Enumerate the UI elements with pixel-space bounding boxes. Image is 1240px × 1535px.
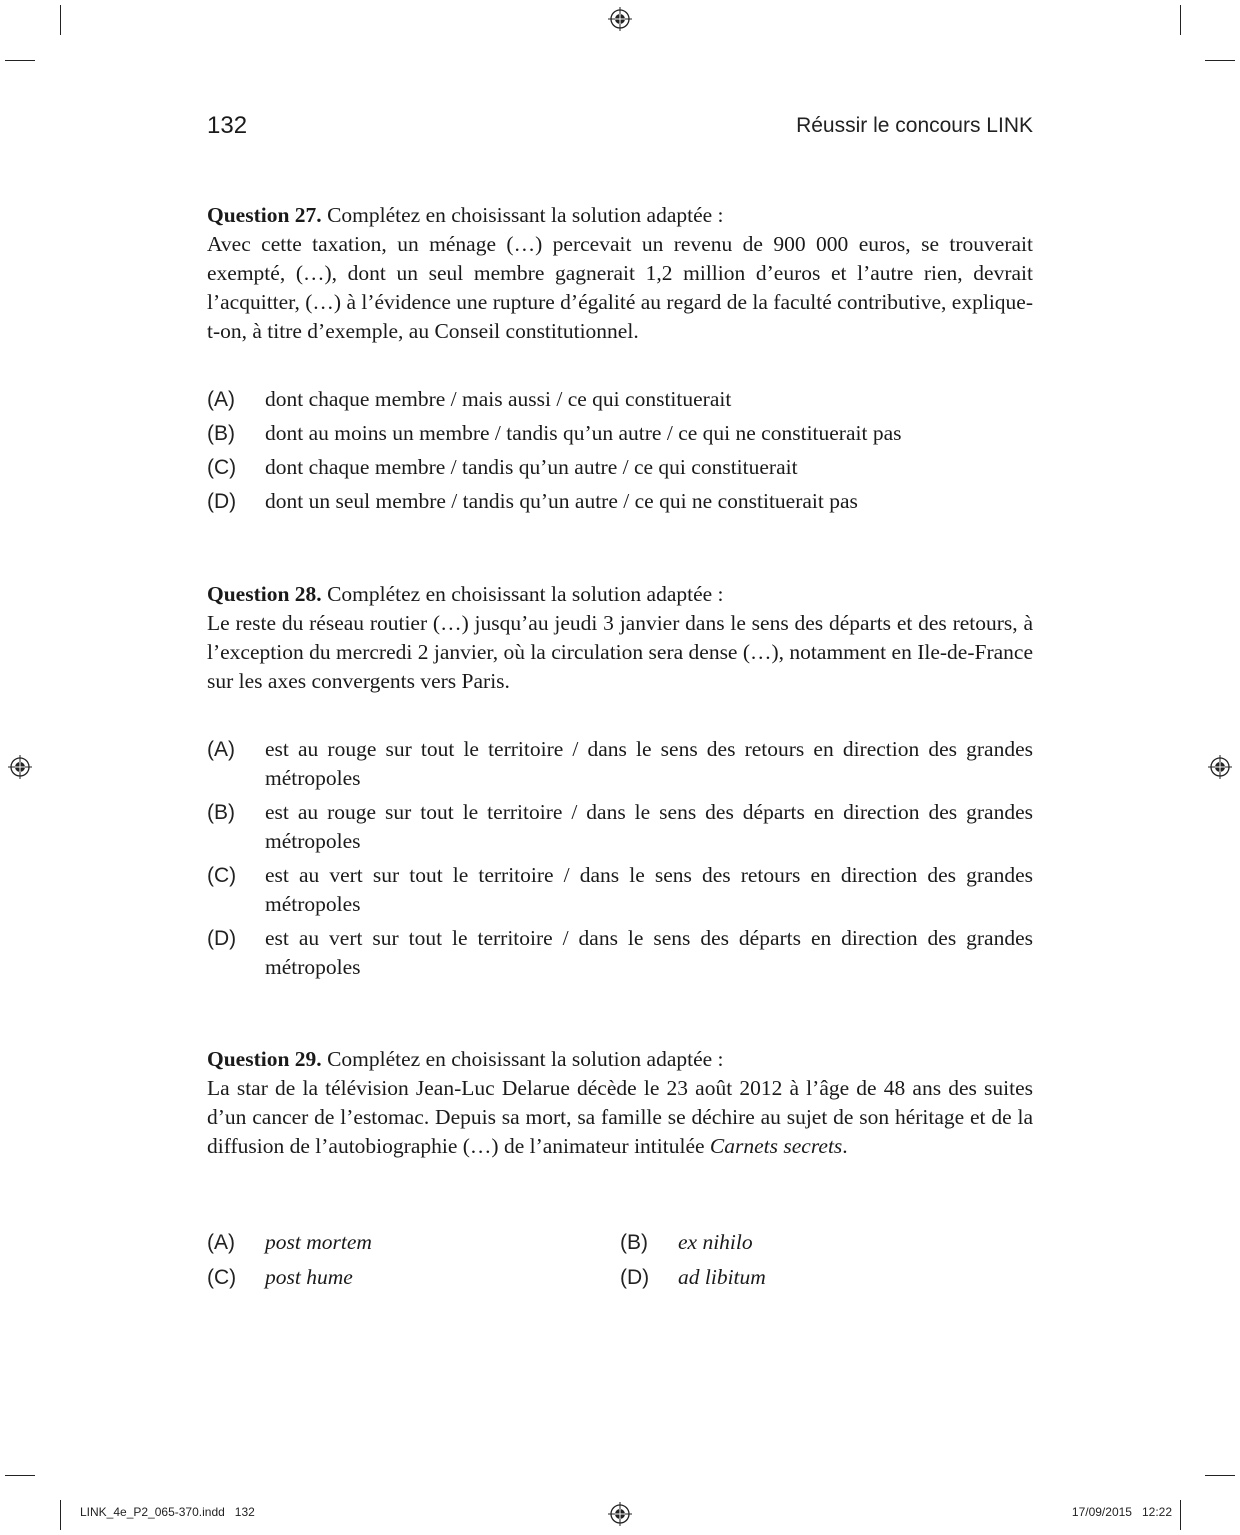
- question-heading: [207, 1045, 1033, 1074]
- option-text: dont un seul membre / tandis qu’un autre / ce qui ne constituerait pas: [265, 489, 858, 513]
- options-q27: [207, 385, 1033, 521]
- question-label: Question 29.: [207, 1047, 322, 1071]
- option-letter: (A): [207, 738, 235, 761]
- crop-mark: [1180, 1500, 1181, 1530]
- option-text: est au vert sur tout le territoire / dans le sens des retours en direction des grandes métropoles: [265, 863, 1033, 916]
- question-28: [207, 580, 1033, 696]
- option-letter: (C): [207, 456, 237, 479]
- option-letter: (A): [207, 1231, 235, 1254]
- option-a[interactable]: [207, 1228, 620, 1257]
- option-text: dont au moins un membre / tandis qu’un autre / ce qui ne constituerait pas: [265, 421, 902, 445]
- option-letter: (C): [207, 1266, 237, 1289]
- question-27: [207, 201, 1033, 346]
- question-text: [207, 1074, 1033, 1161]
- option-letter: (C): [207, 864, 237, 887]
- option-c[interactable]: [207, 861, 1033, 919]
- file-slug: LINK_4e_P2_065-370.indd 132: [80, 1505, 255, 1519]
- crop-mark: [5, 1475, 35, 1476]
- option-letter: (A): [207, 388, 235, 411]
- question-text-end: .: [842, 1134, 848, 1158]
- option-text: dont chaque membre / mais aussi / ce qui constituerait: [265, 387, 732, 411]
- book-title-italic: Carnets secrets: [709, 1134, 843, 1158]
- option-text: est au rouge sur tout le territoire / dans le sens des départs en direction des grandes métropoles: [265, 800, 1033, 853]
- option-text: ad libitum: [678, 1265, 766, 1289]
- option-letter: (B): [620, 1231, 648, 1254]
- option-letter: (D): [207, 490, 237, 513]
- option-c[interactable]: [207, 1263, 620, 1292]
- option-c[interactable]: [207, 453, 1033, 482]
- options-q28: [207, 735, 1033, 987]
- page-number: 132: [207, 112, 248, 139]
- question-text: Avec cette taxation, un ménage (…) percevait un revenu de 900 000 euros, se trouverait exempté, (…), dont un seul membre gagnerait 1,2 million d’euros et l’autre rien, devrait l’acquitter, (…) à l’évidence une rupture d’égalité au regard de la faculté contributive, explique-t-on, à titre d’exemple, au Conseil constitutionnel.: [207, 232, 1033, 343]
- question-instruction: Complétez en choisissant la solution adaptée :: [327, 203, 724, 227]
- running-head-title: Réussir le concours LINK: [796, 114, 1033, 137]
- option-letter: (D): [207, 927, 237, 950]
- print-timestamp: 17/09/2015 12:22: [1071, 1505, 1172, 1519]
- option-letter: (B): [207, 801, 235, 824]
- question-text: Le reste du réseau routier (…) jusqu’au jeudi 3 janvier dans le sens des départs et des retours, à l’exception du mercredi 2 janvier, où la circulation sera dense (…), notamment en Ile-de-France sur les axes convergents vers Paris.: [207, 611, 1033, 693]
- option-text: ex nihilo: [678, 1230, 753, 1254]
- option-b[interactable]: [620, 1228, 1033, 1257]
- option-letter: (B): [207, 422, 235, 445]
- option-d[interactable]: [207, 924, 1033, 982]
- option-text: est au rouge sur tout le territoire / dans le sens des retours en direction des grandes métropoles: [265, 737, 1033, 790]
- option-a[interactable]: [207, 385, 1033, 414]
- crop-mark: [60, 5, 61, 35]
- option-text: post mortem: [265, 1230, 372, 1254]
- crop-mark: [1205, 1475, 1235, 1476]
- crop-mark: [60, 1500, 61, 1530]
- option-text: est au vert sur tout le territoire / dans le sens des départs en direction des grandes métropoles: [265, 926, 1033, 979]
- option-b[interactable]: [207, 419, 1033, 448]
- question-heading: [207, 201, 1033, 230]
- option-d[interactable]: [207, 487, 1033, 516]
- question-label: Question 27.: [207, 203, 322, 227]
- option-d[interactable]: [620, 1263, 1033, 1292]
- question-instruction: Complétez en choisissant la solution adaptée :: [327, 582, 724, 606]
- crop-mark: [5, 60, 35, 61]
- crop-mark: [1180, 5, 1181, 35]
- option-a[interactable]: [207, 735, 1033, 793]
- option-letter: (D): [620, 1266, 650, 1289]
- question-29: [207, 1045, 1033, 1161]
- registration-mark-icon: [1208, 755, 1232, 779]
- registration-mark-icon: [608, 1502, 632, 1526]
- registration-mark-icon: [8, 755, 32, 779]
- options-q29: [207, 1228, 1033, 1298]
- question-instruction: Complétez en choisissant la solution adaptée :: [327, 1047, 724, 1071]
- option-b[interactable]: [207, 798, 1033, 856]
- question-text-main: La star de la télévision Jean-Luc Delarue décède le 23 août 2012 à l’âge de 48 ans des suites d’un cancer de l’estomac. Depuis sa mort, sa famille se déchire au sujet de son héritage et de la diffusion de l’autobiographie (…) de l’animateur intitulée: [207, 1076, 1033, 1158]
- option-text: dont chaque membre / tandis qu’un autre / ce qui constituerait: [265, 455, 798, 479]
- crop-mark: [1205, 60, 1235, 61]
- registration-mark-icon: [608, 7, 632, 31]
- option-text: post hume: [265, 1265, 353, 1289]
- question-label: Question 28.: [207, 582, 322, 606]
- question-heading: [207, 580, 1033, 609]
